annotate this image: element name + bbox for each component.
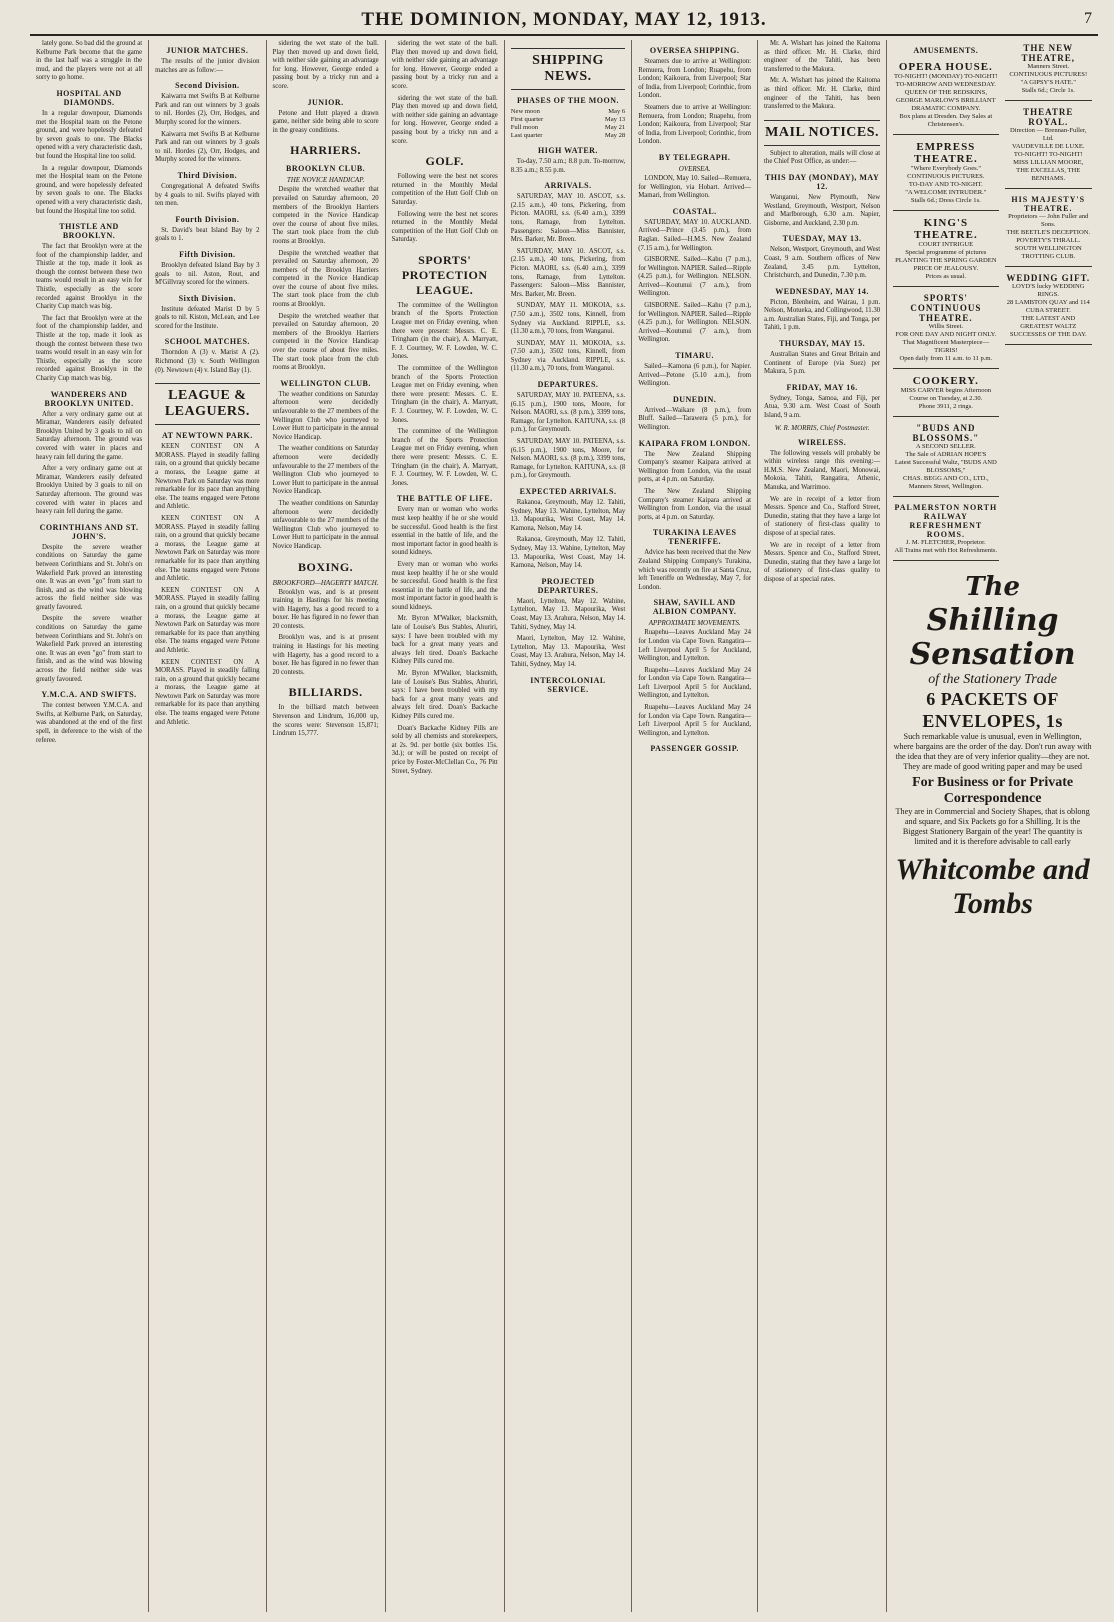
article-heading: BY TELEGRAPH. xyxy=(658,152,731,162)
column-6 xyxy=(632,40,758,1612)
article-text: Brooklyn was, and is at present training in Hastings for his meeting with Hagerty, has a good record to a boxer. He has figured in no fewer than 20 contests. xyxy=(272,634,379,676)
article-text: Subject to alteration, mails will close at the Chief Post Office, as under:— xyxy=(764,149,881,166)
ad-line: Open daily from 11 a.m. to 11 p.m. xyxy=(899,355,993,362)
ad-usage: For Business or for Private Correspondence xyxy=(912,775,1074,806)
article-text: Following were the best net scores returned in the Monthly Medal competition of the Hutt Golf Club on Saturday. xyxy=(391,210,498,244)
article-text: SATURDAY, MAY 10. ASCOT, s.s. (2.15 a.m.), 40 tons, Pickering, from Picton. MAORI, s.s. (6.40 a.m.), 3399 tons, Ramage, from Lyttelton. Passengers: Saloon—Miss Bannister, Mrs. Barker, Mr. Breen. xyxy=(510,193,626,244)
stationery-advertisement xyxy=(893,564,1092,927)
article-text: Despite the severe weather conditions on Saturday the game between Corinthians and St. John's on Wakefield Park proved an interesting one. It was an even "go" from start to finish, and as the wind was blowing across the field neither side was greatly favoured. xyxy=(36,543,143,611)
ad-line: THE LATEST AND GREATEST WALTZ SUCCESSES OF THE DAY. xyxy=(1009,315,1087,338)
ad-line: THE EXCELLAS, THE BENHAMS. xyxy=(1016,167,1081,182)
ad-palmerston xyxy=(893,500,998,561)
article-text: Ruapehu—Leaves Auckland May 24 for London via Cape Town. Rangatira—Left Liverpool April 5 for Auckland, Wellington, and Lyttelton. xyxy=(638,704,752,737)
article-text: The committee of the Wellington branch of the Sports Protection League met on Friday evening, when there were present: Messrs. C. E. Tringham (in the chair), A. Marryatt, F. J. Courtney, W. F. Lowden, W. C. Jones. xyxy=(391,365,498,424)
ad-title: "BUDS AND BLOSSOMS." xyxy=(912,423,980,443)
ad-line: Latest Successful Waltz, "BUDS AND BLOSSOMS," xyxy=(894,459,997,474)
article-text: The committee of the Wellington branch of the Sports Protection League met on Friday evening, when there were present: Messrs. C. E. Tringham (in the chair), A. Marryatt, F. J. Courtney, W. F. Lowden, W. C. Jones. xyxy=(391,301,498,361)
section-heading: Fourth Division. xyxy=(175,214,240,224)
article-heading: HOSPITAL AND DIAMONDS. xyxy=(56,88,122,107)
article-text: Steamers due to arrive at Wellington: Remuera, from London; Ruapehu, from London; Kaikoura, from Liverpool; Star of India, from Liverpool; Corinthic, from London. xyxy=(638,58,752,100)
ad-line: 28 LAMBTON QUAY and 114 CUBA STREET. xyxy=(1006,299,1090,314)
moon-row xyxy=(511,124,625,132)
ad-line: GEORGE MARLOW'S BRILLIANT DRAMATIC COMPANY. xyxy=(895,97,996,112)
article-text: KEEN CONTEST ON A MORASS. Played in steadily falling rain, on a ground that quickly became a morass, the League game at Newtown Park on Saturday was more remarkable for its pace than anything else. The teams engaged were Petone and Athletic. xyxy=(155,586,260,654)
article-text: GISBORNE. Sailed—Kahu (7 p.m.), for Wellington. NAPIER. Sailed—Ripple (4.25 p.m.), for Wellington. NELSON. Arrived—Koutunui (7 a.m.), from Wellington. xyxy=(638,256,752,298)
article-text: The results of the junior division matches are as follow:— xyxy=(155,58,260,74)
ad-line: MISS CARVER begins Afternoon Course on Tuesday, at 2.30. xyxy=(900,387,992,402)
article-text: Despite the wretched weather that prevailed on Saturday afternoon, 20 members of the Brooklyn Harriers competed in the Novice Handicap over the course of about five miles. The start took place from the club rooms at Brooklyn. xyxy=(272,312,379,372)
moon-row xyxy=(511,116,625,124)
article-heading: KAIPARA FROM LONDON. xyxy=(638,438,751,448)
article-text: Despite the wretched weather that prevailed on Saturday afternoon, 20 members of the Brooklyn Harriers competed in the Novice Handicap over the course of about five miles. The start took place from the club rooms at Brooklyn. xyxy=(272,249,379,309)
article-text: We are in receipt of a letter from Messrs. Spence and Co., Stafford Street, Dunedin, stating that they have a large lot of stationery of first-class quality to dispose of at special rates. xyxy=(764,541,881,583)
ad-line: POVERTY'S THRALL. xyxy=(1016,237,1081,244)
ad-line: MISS LILLIAN MOORE, xyxy=(1013,159,1084,166)
article-text: SUNDAY, MAY 11. MOKOIA, s.s. (7.50 a.m.), 3502 tons, Kinnell, from Sydney via Auckland. RIPPLE, s.s. (11.30 a.m.), 70 tons, from Wanganui. xyxy=(510,339,626,373)
ad-line: CONTINUOUS PICTURES. xyxy=(907,173,985,180)
column-amusements xyxy=(887,40,1098,1612)
article-text: Arrived—Waikare (8 p.m.), from Bluff. Sailed—Tarawera (5 p.m.), for Wellington. xyxy=(638,406,752,431)
ad-line: Willis Street. xyxy=(928,323,964,330)
ad-empress xyxy=(893,138,998,211)
article-text: KEEN CONTEST ON A MORASS. Played in steadily falling rain, on a ground that quickly became a morass, the League game at Newtown Park on Saturday was more remarkable for its pace than anything else. The teams engaged were Petone and Athletic. xyxy=(155,515,260,583)
ad-his-majestys xyxy=(1005,192,1093,267)
article-text: Petone and Hutt played a drawn game, neither side being able to score in the greasy conditions. xyxy=(272,109,379,134)
article-text: Maori, Lyttelton, May 12. Wahine, Lyttelton, May 13. Mapourika, West Coast, May 13. Arahura, Nelson, May 14. Tahiti, Sydney, May 14. xyxy=(510,635,626,668)
ad-line: THE BEETLE'S DECEPTION. xyxy=(1006,229,1091,236)
article-text: We are in receipt of a letter from Messrs. Spence and Co., Stafford Street, Dunedin, stating that they have a large lot of stationery of first-class quality to dispose of at special rates. xyxy=(764,495,881,537)
article-heading: DUNEDIN. xyxy=(672,394,717,404)
masthead xyxy=(30,6,1098,36)
harriers-heading: HARRIERS. xyxy=(290,143,362,158)
boxing-heading: BOXING. xyxy=(298,559,354,574)
amusements-heading: AMUSEMENTS. xyxy=(913,46,979,55)
article-text: Kaiwarra met Swifts B at Kelburne Park and ran out winners by 3 goals to nil. Hordes (2), Orr, Hodges, and Murphy scored for the winners. xyxy=(155,130,260,164)
ad-line: Stalls 6d.; Dress Circle 1s. xyxy=(910,197,981,204)
ad-title: WEDDING GIFT. xyxy=(1006,273,1091,283)
ad-title: HIS MAJESTY'S THEATRE. xyxy=(1011,195,1086,213)
ad-line: All Trains met with Hot Refreshments. xyxy=(894,547,998,554)
article-text: Mr. A. Wishart has joined the Kaitoma as third officer. Mr. H. Clarke, third engineer of the Tahiti, has been transferred to the Makura. xyxy=(764,77,881,111)
ad-line: CHAS. BEGG AND CO., LTD., xyxy=(903,475,989,482)
article-heading: THISTLE AND BROOKLYN. xyxy=(59,222,119,241)
article-text: lately gone. So bad did the ground at Kelburne Park become that the game in the last half was a struggle in the mud, and the players were not at all sorry to go home. xyxy=(36,40,143,82)
article-subheading: APPROXIMATE MOVEMENTS. xyxy=(648,619,741,628)
ad-line: SOUTH WELLINGTON TROTTING CLUB. xyxy=(1014,245,1082,260)
article-heading: OVERSEA SHIPPING. xyxy=(649,46,740,55)
article-text: The committee of the Wellington branch of the Sports Protection League met on Friday evening, when there were present: Messrs. C. E. Tringham (in the chair), A. Marryatt, F. J. Courtney, W. F. Lowden, W. C. Jones. xyxy=(391,428,498,487)
article-text: Doan's Backache Kidney Pills are sold by all chemists and storekeepers, at 2s. 9d. per bottle (six bottles 15s. 3d.); or will be posted on receipt of price by Foster-McClellan Co., 76 Pitt Street, Sydney. xyxy=(391,724,498,775)
ad-title: EMPRESS THEATRE. xyxy=(913,141,978,165)
article-text: SATURDAY, MAY 10. PATEENA, s.s. (6.15 p.m.), 1900 tons, Moore, for Nelson. MAORI, s.s. (8 p.m.), 3399 tons, Ramage, for Lyttelton. KAITUNA, s.s. (8 p.m.), for Greymouth. xyxy=(510,392,626,434)
league-heading: LEAGUE & LEAGUERS. xyxy=(155,383,259,425)
article-heading: HIGH WATER. xyxy=(538,146,598,155)
ad-title: THE NEW THEATRE, xyxy=(1021,43,1076,63)
article-text: GISBORNE. Sailed—Kahu (7 p.m.), for Wellington. NAPIER. Sailed—Ripple (4.25 p.m.), for Wellington. NELSON. Arrived—Koutunui (7 a.m.), from Wellington. xyxy=(638,302,752,344)
ad-line: CONTINUOUS PICTURES! xyxy=(1009,71,1088,78)
article-text: Mr. A. Wishart has joined the Kaitoma as third officer. Mr. H. Clarke, third engineer of the Tahiti, has been transferred to the Makura. xyxy=(764,40,881,73)
ad-line: That Magnificent Masterpiece— xyxy=(902,339,990,346)
ad-title: COOKERY. xyxy=(912,375,979,387)
article-text: Maori, Lyttelton, May 12. Wahine, Lyttelton, May 13. Mapourika, West Coast, May 13. Arahura, Nelson, May 14. Tahiti, Sydney, May 14. xyxy=(510,597,626,631)
ad-opera-house xyxy=(893,58,998,135)
ad-new-theatre xyxy=(1005,40,1093,101)
ad-brand: Whitcombe and Tombs xyxy=(895,853,1090,920)
ad-headline: Shilling Sensation xyxy=(909,603,1076,672)
article-heading: SHAW, SAVILL AND ALBION COMPANY. xyxy=(652,598,737,617)
ad-theatre-royal xyxy=(1005,104,1093,189)
article-text: Thorndon A (3) v. Marist A (2). Richmond (3) v. South Wellington (0). Newtown (4) v. Island Bay (1). xyxy=(155,349,260,374)
shipping-heading: SHIPPING NEWS. xyxy=(511,48,625,90)
article-text: Brooklyn defeated Island Bay by 3 goals to nil. Aston, Rout, and M'Gillvray scored for the winners. xyxy=(155,261,260,287)
article-text: Institute defeated Marist D by 5 goals to nil. Kiston, McLean, and Lee scored for the Institute. xyxy=(155,305,260,330)
article-heading: Y.M.C.A. AND SWIFTS. xyxy=(41,690,137,700)
article-subheading: THE NOVICE HANDICAP. xyxy=(286,176,365,185)
article-heading: FRIDAY, MAY 16. xyxy=(786,382,858,392)
ad-kings xyxy=(893,214,998,287)
article-heading: WEDNESDAY, MAY 14. xyxy=(775,286,869,296)
article-text: The New Zealand Shipping Company's steamer Kaipara arrived at Wellington from London, via the usual ports, at 4 p.m. on Saturday. xyxy=(638,450,752,484)
ad-line: J. M. FLETCHER, Proprietor. xyxy=(905,539,986,546)
article-text: Ruapehu—Leaves Auckland May 24 for London via Cape Town. Rangatira—Left Liverpool April 5 for Auckland, Wellington, and Lyttelton. xyxy=(638,666,752,700)
moon-phase: Last quarter xyxy=(510,132,543,139)
ad-line: PRICE OF JEALOUSY. xyxy=(913,265,979,272)
ad-line: Phone 3911, 2 rings. xyxy=(918,403,973,410)
article-subheading: BROOKFORD—HAGERTY MATCH. xyxy=(272,578,379,587)
article-text: After a very ordinary game out at Miramar, Wanderers easily defeated Brooklyn United by 3 goals to nil on Saturday afternoon. The ground was covered with water in places and heavy rain fell during the game. xyxy=(36,465,143,516)
ad-line: "A WELCOME INTRUDER." xyxy=(905,189,987,196)
column-1 xyxy=(30,40,149,1612)
article-text: After a very ordinary game out at Miramar, Wanderers easily defeated Brooklyn United by 3 goals to nil on Saturday afternoon. The ground was covered with water in places and heavy rain fell during the game. xyxy=(36,410,143,461)
ad-subhead: of the Stationery Trade xyxy=(928,672,1057,687)
article-text: Ruapehu—Leaves Auckland May 24 for London via Cape Town. Rangatira—Left Liverpool April 5 for Auckland, Wellington, and Lyttelton. xyxy=(638,629,752,663)
column-7 xyxy=(758,40,887,1612)
moon-phase: First quarter xyxy=(510,116,544,123)
ad-sports-theatre xyxy=(893,290,998,369)
article-text: In a regular downpour, Diamonds met the Hospital team on the Petone ground, and were hopelessly defeated by seven goals to one. The Blacks opened with a very characteristic dash, but found the Hospital line too solid. xyxy=(36,109,143,160)
ad-wedding-gift xyxy=(1005,270,1093,345)
signature: W. R. MORRIS, Chief Postmaster. xyxy=(774,423,870,432)
section-heading: Second Division. xyxy=(175,81,240,91)
ad-body: They are in Commercial and Society Shapes, that is oblong and square, and Six Packets go for a Shilling. It is the Biggest Stationery Bargain of the year! The quantity is limited and it is therefore advisable to call early xyxy=(895,807,1090,846)
ad-line: TO-NIGHT! (MONDAY) TO-NIGHT! xyxy=(893,73,998,80)
article-heading: JUNIOR MATCHES. xyxy=(166,46,249,55)
ad-line: LOYD'S lucky WEDDING RINGS. xyxy=(1012,283,1085,298)
page-number: 7 xyxy=(1084,10,1092,27)
article-heading: PHASES OF THE MOON. xyxy=(517,96,619,105)
article-text: SUNDAY, MAY 11. MOKOIA, s.s. (7.50 a.m.), 3502 tons, Kinnell, from Sydney via Auckland. RIPPLE, s.s. (11.30 a.m.), 70 tons, from Wanganui. xyxy=(510,302,626,336)
article-text: Mr. Byron M'Walker, blacksmith, late of Louise's Bus Stables, Ahuriri, says: I have been troubled with my back for a great many years and always felt tired. Doan's Backache Kidney Pills cured me. xyxy=(391,670,498,720)
article-subheading: OVERSEA. xyxy=(678,164,711,173)
ad-line: FOR ONE DAY AND NIGHT ONLY. xyxy=(895,331,997,338)
ad-line: Special programme of pictures xyxy=(905,249,987,256)
article-heading: WELLINGTON CLUB. xyxy=(280,378,371,388)
section-heading: Third Division. xyxy=(177,170,238,180)
ad-line: "Where Everybody Goes." xyxy=(910,165,982,172)
article-heading: INTERCOLONIAL SERVICE. xyxy=(530,675,606,694)
ad-title: SPORTS' CONTINUOUS THEATRE. xyxy=(910,293,982,323)
amusements-left xyxy=(893,40,998,564)
ad-buds-blossoms xyxy=(893,420,998,497)
ad-script-the: The xyxy=(965,572,1020,602)
ad-title: THEATRE ROYAL. xyxy=(1023,107,1074,127)
article-text: Sydney, Tonga, Samoa, and Fiji, per Atua, 9.30 a.m. West Coast of South Island, 9 a.m. xyxy=(764,394,881,420)
article-text: Rakanoa, Greymouth, May 12. Tahiti, Sydney, May 13. Wahine, Lyttelton, May 13. Mapourika, West Coast, May 14. Kamona, Nelson, May 14. xyxy=(510,536,626,570)
article-text: The weather conditions on Saturday afternoon were decidedly unfavourable to the 27 members of the Wellington Club who journeyed to Lower Hutt to participate in the annual Novice Handicap. xyxy=(272,390,379,441)
amusements-right xyxy=(1005,40,1093,564)
article-text: sidering the wet state of the ball. Play then moved up and down field, with neither side gaining an advantage for long. However, George ended a passing bout by a tricky run and a score. xyxy=(391,94,498,145)
article-heading: BROOKLYN CLUB. xyxy=(286,164,366,174)
ad-title: KING'S THEATRE. xyxy=(913,217,978,241)
golf-heading: GOLF. xyxy=(425,154,464,169)
moon-date: May 28 xyxy=(604,132,626,139)
ad-line: TO-NIGHT! TO-NIGHT! xyxy=(1013,151,1083,158)
article-heading: WIRELESS. xyxy=(797,437,847,447)
columns xyxy=(30,40,1098,1612)
amusements-grid xyxy=(893,40,1092,564)
moon-date: May 13 xyxy=(604,116,626,123)
article-heading: COASTAL. xyxy=(672,206,717,216)
moon-phase: Full moon xyxy=(510,124,539,131)
section-heading: Fifth Division. xyxy=(179,249,236,259)
article-text: Rakanoa, Greymouth, May 12. Tahiti, Sydney, May 13. Wahine, Lyttelton, May 13. Mapourika, West Coast, May 14. Kamona, Nelson, May 14. xyxy=(510,499,626,532)
ad-line: QUEEN OF THE REDSKINS, xyxy=(904,89,987,96)
ad-line: Prices as usual. xyxy=(925,273,967,280)
article-text: Every man or woman who works must keep healthy if he or she would be successful. Good health is the first essential in the battle of life, and the most important factor in good health is sound kidneys. xyxy=(391,506,498,557)
article-text: Every man or woman who works must keep healthy if he or she would be successful. Good health is the first essential in the battle of life, and the most important factor in good health is sound kidneys. xyxy=(391,560,498,611)
ad-line: TIGRIS! xyxy=(934,347,958,354)
article-text: Despite the wretched weather that prevailed on Saturday afternoon, 20 members of the Brooklyn Harriers competed in the Novice Handicap over the course of about five miles. The start took place from the club rooms at Brooklyn. xyxy=(272,186,379,245)
article-text: Sailed—Kamona (6 p.m.), for Napier. Arrived—Petone (5.10 a.m.), from Wellington. xyxy=(638,363,752,388)
article-heading: DEPARTURES. xyxy=(537,380,599,390)
article-text: The fact that Brooklyn were at the foot of the championship ladder, and Thistle at the top, made it look as though the contest between these two teams would result in an easy win for Thistle, especially as the score recorded against Brooklyn in the Charity Cup match was big. xyxy=(36,243,143,311)
ad-line: Manners Street. xyxy=(1027,63,1070,70)
article-text: Mr. Byron M'Walker, blacksmith, late of Louise's Bus Stables, Ahuriri, says: I have been troubled with my back for a great many years and always felt tired. Doan's Backache Kidney Pills cured me. xyxy=(391,615,498,666)
article-heading: TUESDAY, MAY 13. xyxy=(782,234,862,244)
article-heading: TIMARU. xyxy=(675,351,715,361)
article-text: The following vessels will probably be within wireless range this evening:—H.M.S. New Zealand, Maori, Monowai, Mokoia, Tahiti, Rangatira, Athenic, Manuka, and Warrimoo. xyxy=(764,449,881,491)
article-text: KEEN CONTEST ON A MORASS. Played in steadily falling rain, on a ground that quickly became a morass, the League game at Newtown Park on Saturday was more remarkable for its pace than anything else. The teams engaged were Petone and Athletic. xyxy=(155,658,260,726)
ad-line: Direction — Brennan-Fuller, Ltd. xyxy=(1010,127,1087,142)
ad-offer: 6 PACKETS OF ENVELOPES, 1s xyxy=(922,689,1063,731)
article-text: Congregational A defeated Swifts by 4 goals to nil. Swifts played with ten men. xyxy=(155,182,260,208)
article-text: Advice has been received that the New Zealand Shipping Company's Turakina, which was recently on fire at Santa Cruz, left Teneriffe on Wednesday, May 7, for London. xyxy=(638,549,752,591)
moon-date: May 21 xyxy=(604,124,626,131)
column-5 xyxy=(505,40,632,1612)
article-text: Wanganui, New Plymouth, New Westland, Greymouth, Westport, Nelson and Marlborough, 6.30 a.m. Napier, Gisborne, and Auckland, 2.30 p.m. xyxy=(764,193,881,227)
ad-title: OPERA HOUSE. xyxy=(898,61,993,73)
article-text: SATURDAY, MAY 10. AUCKLAND. Arrived—Prince (3.45 p.m.), from Raglan. Sailed—H.M.S. New Zealand (7.15 a.m.), for Wellington. xyxy=(638,218,752,252)
article-text: LONDON, May 10. Sailed—Remuera, for Wellington, via Hobart. Arrived—Mamari, from Wellington. xyxy=(638,174,752,200)
ad-body: Such remarkable value is unusual, even in Wellington, where bargains are the order of the day. Don't run away with the idea that they are of very inferior quality—they are not. They are made of good writing paper and may be used xyxy=(893,732,1092,771)
ad-line: TO-MORROW AND WEDNESDAY. xyxy=(895,81,996,88)
article-text: In a regular downpour, Diamonds met the Hospital team on the Petone ground, and were hopelessly defeated by seven goals to one. The Blacks opened with a very characteristic dash, but found the Hospital line too solid. xyxy=(36,164,143,215)
article-text: SATURDAY, MAY 10. ASCOT, s.s. (2.15 a.m.), 40 tons, Pickering, from Picton. MAORI, s.s. (6.40 a.m.), 3399 tons, Ramage, from Lyttelton. Passengers: Saloon—Miss Bannister, Mrs. Barker, Mr. Breen. xyxy=(510,247,626,298)
article-heading: TURAKINA LEAVES TENERIFFE. xyxy=(652,528,737,547)
article-text: Kaiwarra met Swifts B at Kelburne Park and ran out winners by 3 goals to nil. Hordes (2), Orr, Hodges, and Murphy scored for the winners. xyxy=(155,93,260,126)
article-heading: THURSDAY, MAY 15. xyxy=(779,339,866,349)
article-text: Despite the severe weather conditions on Saturday the game between Corinthians and St. John's on Wakefield Park proved an interesting one. It was an even "go" from start to finish, and as the wind was blowing across the field neither side was greatly favoured. xyxy=(36,615,143,683)
article-text: In the billiard match between Stevenson and Lindrum, 16,000 up, the scores were: Stevenson 15,871; Lindrum 15,777. xyxy=(272,704,379,738)
moon-date: May 6 xyxy=(608,108,626,115)
article-text: St. David's beat Island Bay by 2 goals to 1. xyxy=(155,226,260,243)
article-text: The weather conditions on Saturday afternoon were decidedly unfavourable to the 27 members of the Wellington Club who journeyed to Lower Hutt to participate in the annual Novice Handicap. xyxy=(272,499,379,550)
moon-row xyxy=(511,132,625,140)
article-text: To-day, 7.50 a.m.; 8.8 p.m. To-morrow, 8.35 a.m.; 8.55 p.m. xyxy=(510,158,626,174)
ad-line: COURT INTRIGUE xyxy=(918,241,974,248)
ad-line: Manners Street, Wellington. xyxy=(908,483,983,490)
article-text: SATURDAY, MAY 10. PATEENA, s.s. (6.15 p.m.), 1900 tons, Moore, for Nelson. MAORI, s.s. (8 p.m.), 3399 tons, Ramage, for Lyttelton. KAITUNA, s.s. (8 p.m.), for Greymouth. xyxy=(510,438,626,480)
article-heading: PASSENGER GOSSIP. xyxy=(650,744,739,754)
article-text: The contest between Y.M.C.A. and Swifts, at Kelburne Park, on Saturday, was abandoned at the end of the first spell, in deference to the wish of the referee. xyxy=(36,702,143,744)
article-heading: ARRIVALS. xyxy=(544,181,592,191)
article-text: Picton, Blenheim, and Wairau, 1 p.m. Nelson, Motueka, and Collingwood, 11.30 a.m. Australian States, Fiji, and Tonga, per Tahiti, 1 p.m. xyxy=(764,298,881,332)
article-text: Following were the best net scores returned in the Monthly Medal competition of the Hutt Golf Club on Saturday. xyxy=(391,173,498,206)
article-heading: WANDERERS AND BROOKLYN UNITED. xyxy=(44,389,134,408)
ad-line: VAUDEVILLE DE LUXE. xyxy=(1011,143,1085,150)
article-heading: THIS DAY (MONDAY), MAY 12. xyxy=(764,172,880,191)
ad-line: Box plans at Dresden. Day Sales at Christensen's. xyxy=(899,113,993,128)
article-text: Nelson, Westport, Greymouth, and West Coast, 9 a.m. Southern offices of New Zealand, 3.45 p.m. Lyttelton, Christchurch, and Dunedin, 7.30 p.m. xyxy=(764,246,881,280)
article-text: Australian States and Great Britain and Continent of Europe (via Suez) per Makura, 5 p.m. xyxy=(764,351,881,376)
article-text: The weather conditions on Saturday afternoon were decidedly unfavourable to the 27 members of the Wellington Club who journeyed to Lower Hutt to participate in the annual Novice Handicap. xyxy=(272,445,379,496)
article-heading: PROJECTED DEPARTURES. xyxy=(537,576,599,595)
moon-row xyxy=(511,108,625,116)
article-heading: JUNIOR. xyxy=(307,97,344,107)
column-2 xyxy=(149,40,266,1612)
ad-title: PALMERSTON NORTH RAILWAY REFRESHMENT ROOMS. xyxy=(894,503,998,539)
masthead-title: THE DOMINION, MONDAY, MAY 12, 1913. xyxy=(361,9,767,30)
ad-cookery xyxy=(893,372,998,417)
sports-heading: SPORTS' PROTECTION LEAGUE. xyxy=(401,252,488,297)
article-heading: EXPECTED ARRIVALS. xyxy=(519,487,617,496)
ad-line: TO-DAY AND TO-NIGHT. xyxy=(908,181,983,188)
moon-table xyxy=(511,108,625,140)
article-text: sidering the wet state of the ball. Play then moved up and down field, with neither side gaining an advantage for long. However, George ended a passing bout by a tricky run and a score. xyxy=(272,40,379,90)
section-heading: Sixth Division. xyxy=(178,293,236,303)
mail-heading: MAIL NOTICES. xyxy=(764,120,880,146)
ad-line: Proprietors — John Fuller and Sons. xyxy=(1008,213,1089,228)
moon-phase: New moon xyxy=(510,108,540,115)
article-text: Steamers due to arrive at Wellington: Remuera, from London; Ruapehu, from London; Kaikoura, from Liverpool; Star of India, from Liverpool; Corinthic, from London. xyxy=(638,103,752,146)
article-text: The fact that Brooklyn were at the foot of the championship ladder, and Thistle at the top, made it look as though the contest between these two teams would result in an easy win for Thistle, especially as the score recorded against Brooklyn in the Charity Cup match was big. xyxy=(36,314,143,382)
ad-line: The Sale of ADRIAN HOPE'S xyxy=(905,451,987,458)
ad-line: "A GIPSY'S HATE." xyxy=(1020,79,1076,86)
ad-line: Stalls 6d.; Circle 1s. xyxy=(1021,87,1075,94)
article-text: Brooklyn was, and is at present training in Hastings for his meeting with Hagerty, has a good record to a boxer. He has figured in no fewer than 20 contests. xyxy=(272,588,379,630)
ad-line: A SECOND SELLER. xyxy=(915,443,976,450)
league-subheading: AT NEWTOWN PARK. xyxy=(161,431,253,441)
column-4 xyxy=(386,40,505,1612)
article-heading: THE BATTLE OF LIFE. xyxy=(396,494,493,504)
article-text: sidering the wet state of the ball. Play then moved up and down field, with neither side gaining an advantage for long. However, George ended a passing bout by a tricky run and a score. xyxy=(391,40,498,90)
article-text: The New Zealand Shipping Company's steamer Kaipara arrived at Wellington from London, via the usual ports, at 4 p.m. on Saturday. xyxy=(638,487,752,521)
column-3 xyxy=(267,40,386,1612)
article-text: KEEN CONTEST ON A MORASS. Played in steadily falling rain, on a ground that quickly became a morass, the League game at Newtown Park on Saturday was more remarkable for its pace than anything else. The teams engaged were Petone and Athletic. xyxy=(155,443,260,511)
ad-line: PLANTING THE SPRING GARDEN xyxy=(895,257,997,264)
article-heading: CORINTHIANS AND ST. JOHN'S. xyxy=(39,522,139,541)
billiards-heading: BILLIARDS. xyxy=(288,685,363,700)
article-heading: SCHOOL MATCHES. xyxy=(164,337,250,347)
